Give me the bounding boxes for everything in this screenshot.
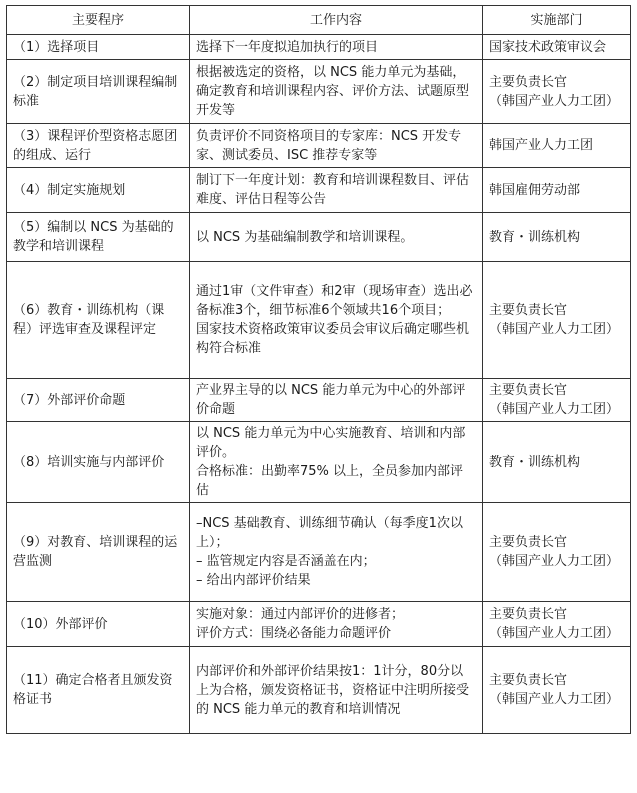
content-cell: [190, 647, 483, 734]
table-row: [7, 422, 631, 503]
table-row: [7, 213, 631, 262]
table-row: [7, 124, 631, 168]
content-cell: [190, 35, 483, 60]
department-cell: [483, 379, 631, 422]
department-line: （韩国产业人力工团）: [489, 554, 620, 569]
department-line: （韩国产业人力工团）: [489, 402, 620, 417]
procedure-cell: （11）确定合格者且颁发资格证书: [7, 647, 190, 734]
content-line: 根据被选定的资格，以 NCS 能力单元为基础，确定教育和培训课程内容、评价方法、试题原型开发等: [196, 65, 470, 118]
content-line: 制订下一年度计划：教育和培训课程数目、评估难度、评估日程等公告: [196, 173, 470, 207]
procedure-cell: （10）外部评价: [7, 602, 190, 647]
table-row: [7, 35, 631, 60]
department-line: （韩国产业人力工团）: [489, 322, 620, 337]
content-line: 国家技术资格政策审议委员会审议后确定哪些机构符合标准: [196, 322, 470, 356]
department-cell: [483, 60, 631, 124]
department-line: 韩国产业人力工团: [489, 138, 594, 153]
content-cell: [190, 124, 483, 168]
header-department: 实施部门: [483, 6, 631, 35]
department-line: 主要负责长官: [489, 74, 568, 90]
department-line: 韩国雇佣劳动部: [489, 182, 581, 198]
content-line: – 给出内部评价结果: [196, 573, 311, 588]
department-line: 主要负责长官: [489, 607, 568, 622]
table-row: [7, 647, 631, 734]
content-line: 通过1审（文件审查）和2审（现场审查）选出必备标准3个，细节标准6个领域共16个项目；: [196, 284, 473, 318]
department-cell: [483, 35, 631, 60]
procedure-cell: （5）编制以 NCS 为基础的教学和培训课程: [7, 213, 190, 262]
procedure-cell: （4）制定实施规划: [7, 168, 190, 213]
department-line: 主要负责长官: [489, 673, 568, 688]
department-cell: [483, 262, 631, 379]
department-line: 主要负责长官: [489, 303, 568, 318]
procedure-cell: （7）外部评价命题: [7, 379, 190, 422]
content-line: 负责评价不同资格项目的专家库：NCS 开发专家、测试委员、ISC 推荐专家等: [196, 128, 462, 163]
content-line: 合格标准：出勤率75% 以上，全员参加内部评估: [196, 464, 464, 498]
department-line: 主要负责长官: [489, 383, 568, 398]
content-line: 选择下一年度拟追加执行的项目: [196, 39, 379, 55]
content-line: 产业界主导的以 NCS 能力单元为中心的外部评价命题: [196, 383, 466, 417]
procedure-table: [6, 5, 631, 734]
department-cell: [483, 602, 631, 647]
content-cell: [190, 422, 483, 503]
content-cell: [190, 213, 483, 262]
table-row: [7, 503, 631, 602]
content-line: 以 NCS 为基础编制教学和培训课程。: [196, 229, 414, 245]
procedure-cell: （6）教育・训练机构（课程）评选审查及课程评定: [7, 262, 190, 379]
department-line: （韩国产业人力工团）: [489, 93, 620, 109]
department-cell: [483, 168, 631, 213]
department-cell: [483, 647, 631, 734]
table-row: [7, 60, 631, 124]
header-procedure: 主要程序: [7, 6, 190, 35]
procedure-cell: （9）对教育、培训课程的运营监测: [7, 503, 190, 602]
procedure-cell: （8）培训实施与内部评价: [7, 422, 190, 503]
procedure-cell: （2）制定项目培训课程编制标准: [7, 60, 190, 124]
procedure-cell: （3）课程评价型资格志愿团的组成、运行: [7, 124, 190, 168]
content-line: – 监管规定内容是否涵盖在内；: [196, 554, 376, 569]
department-cell: [483, 422, 631, 503]
department-line: 教育・训练机构: [489, 454, 581, 470]
table-header-row: [7, 6, 631, 35]
table-row: [7, 262, 631, 379]
content-line: 实施对象：通过内部评价的进修者；: [196, 607, 405, 622]
content-cell: [190, 262, 483, 379]
table-row: [7, 379, 631, 422]
content-line: 内部评价和外部评价结果按1：1计分，80分以上为合格，颁发资格证书，资格证中注明所接受的 NCS 能力单元的教育和培训情况: [196, 663, 470, 717]
content-cell: [190, 602, 483, 647]
table-row: [7, 168, 631, 213]
content-line: 以 NCS 能力单元为中心实施教育、培训和内部评价。: [196, 426, 466, 460]
procedure-cell: （1）选择项目: [7, 35, 190, 60]
department-line: （韩国产业人力工团）: [489, 692, 620, 707]
department-line: 主要负责长官: [489, 535, 568, 550]
content-line: 评价方式：围绕必备能力命题评价: [196, 626, 392, 641]
department-cell: [483, 503, 631, 602]
department-line: （韩国产业人力工团）: [489, 626, 620, 641]
department-line: 国家技术政策审议会: [489, 39, 607, 55]
table-row: [7, 602, 631, 647]
department-line: 教育・训练机构: [489, 229, 581, 245]
content-cell: [190, 60, 483, 124]
content-cell: [190, 379, 483, 422]
content-line: –NCS 基础教育、训练细节确认（每季度1次以上）；: [196, 516, 463, 550]
department-cell: [483, 124, 631, 168]
content-cell: [190, 503, 483, 602]
header-content: 工作内容: [190, 6, 483, 35]
department-cell: [483, 213, 631, 262]
content-cell: [190, 168, 483, 213]
